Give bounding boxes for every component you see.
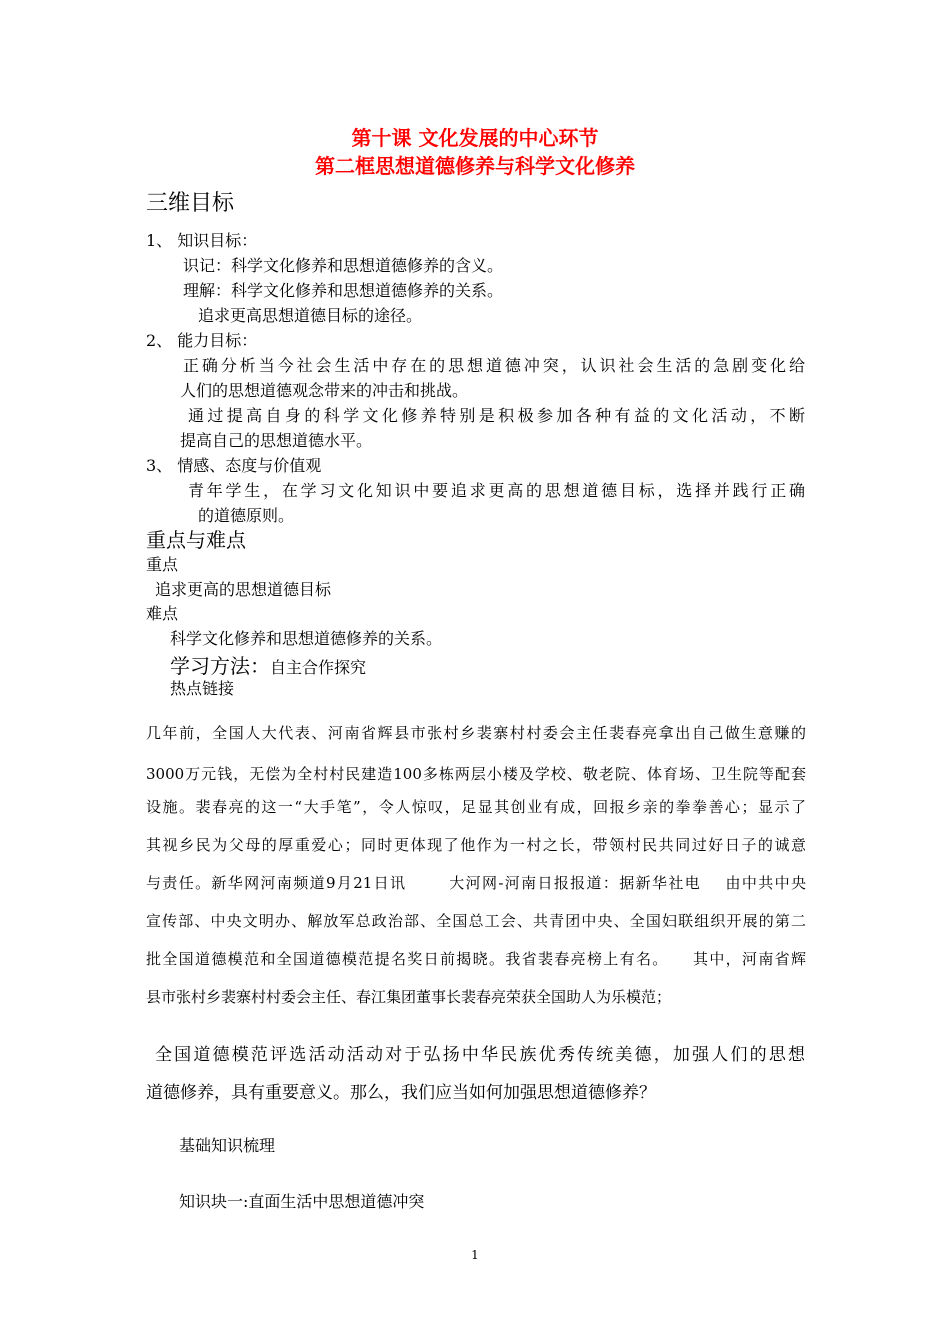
knowledge-goal-line: 识记：科学文化修养和思想道德修养的含义。 [183,256,504,275]
page-number: 1 [471,1248,479,1262]
hotspot-line: 几年前，全国人大代表、河南省辉县市张村乡裴寨村村委会主任裴春亮拿出自己做生意赚的 [146,724,806,742]
method-value: 自主合作探究 [270,658,367,677]
key-text: 追求更高的思想道德目标 [155,580,332,599]
key-points-heading: 重点与难点 [146,528,246,552]
method-label: 学习方法： [170,654,270,678]
lesson-subtitle: 第二框思想道德修养与科学文化修养 [315,154,635,178]
ability-goal-label: 2、 能力目标： [146,331,258,350]
lesson-title: 第十课 文化发展的中心环节 [351,126,599,150]
attitude-goal-label: 3、 情感、态度与价值观 [146,456,322,475]
difficulty-text: 科学文化修养和思想道德修养的关系。 [170,629,443,648]
ability-goal-line: 正确分析当今社会生活中存在的思想道德冲突，认识社会生活的急剧变化给 [183,356,805,375]
key-label: 重点 [146,555,179,574]
goals-heading: 三维目标 [146,191,235,216]
hotspot-line: 设施。裴春亮的这一“大手笔”，令人惊叹，足显其创业有成，回报乡亲的拳拳善心；显示了 [146,798,806,816]
attitude-goal-line: 青年学生，在学习文化知识中要追求更高的思想道德目标，选择并践行正确 [188,481,805,500]
question-line: 道德修养，具有重要意义。那么，我们应当如何加强思想道德修养？ [146,1083,656,1103]
hotspot-line: 3000万元钱，无偿为全村村民建造100多栋两层小楼及学校、敬老院、体育场、卫生院等配套 [146,765,806,783]
hotspot-line: 宣传部、中央文明办、解放军总政治部、全国总工会、共青团中央、全国妇联组织开展的第二 [146,912,806,930]
hotspot-line: 批全国道德模范和全国道德模范提名奖日前揭晓。我省裴春亮榜上有名。 其中，河南省辉 [146,950,806,968]
knowledge-goal-line: 追求更高思想道德目标的途径。 [198,306,423,325]
ability-goal-line: 提高自己的思想道德水平。 [180,431,373,450]
knowledge-goal-label: 1、 知识目标： [146,231,258,250]
ability-goal-line: 通过提高自身的科学文化修养特别是积极参加各种有益的文化活动，不断 [188,406,805,425]
attitude-goal-line: 的道德原则。 [198,506,295,525]
ability-goal-line: 人们的思想道德观念带来的冲击和挑战。 [180,381,469,400]
hotspot-line: 其视乡民为父母的厚重爱心；同时更体现了他作为一村之长，带领村民共同过好日子的诚意 [146,836,806,854]
basics-heading: 基础知识梳理 [179,1136,276,1155]
hotspot-line: 县市张村乡裴寨村村委会主任、春江集团董事长裴春亮荣获全国助人为乐模范； [146,988,672,1006]
question-line: 全国道德模范评选活动活动对于弘扬中华民族优秀传统美德，加强人们的思想 [155,1045,805,1065]
hotspot-heading: 热点链接 [170,679,235,698]
learning-method [170,650,366,679]
knowledge-goal-line: 理解：科学文化修养和思想道德修养的关系。 [183,281,504,300]
knowledge-block-1: 知识块一:直面生活中思想道德冲突 [179,1192,425,1211]
hotspot-line: 与责任。新华网河南频道9月21日讯 大河网-河南日报报道：据新华社电 由中共中央 [146,874,806,892]
difficulty-label: 难点 [146,604,179,623]
